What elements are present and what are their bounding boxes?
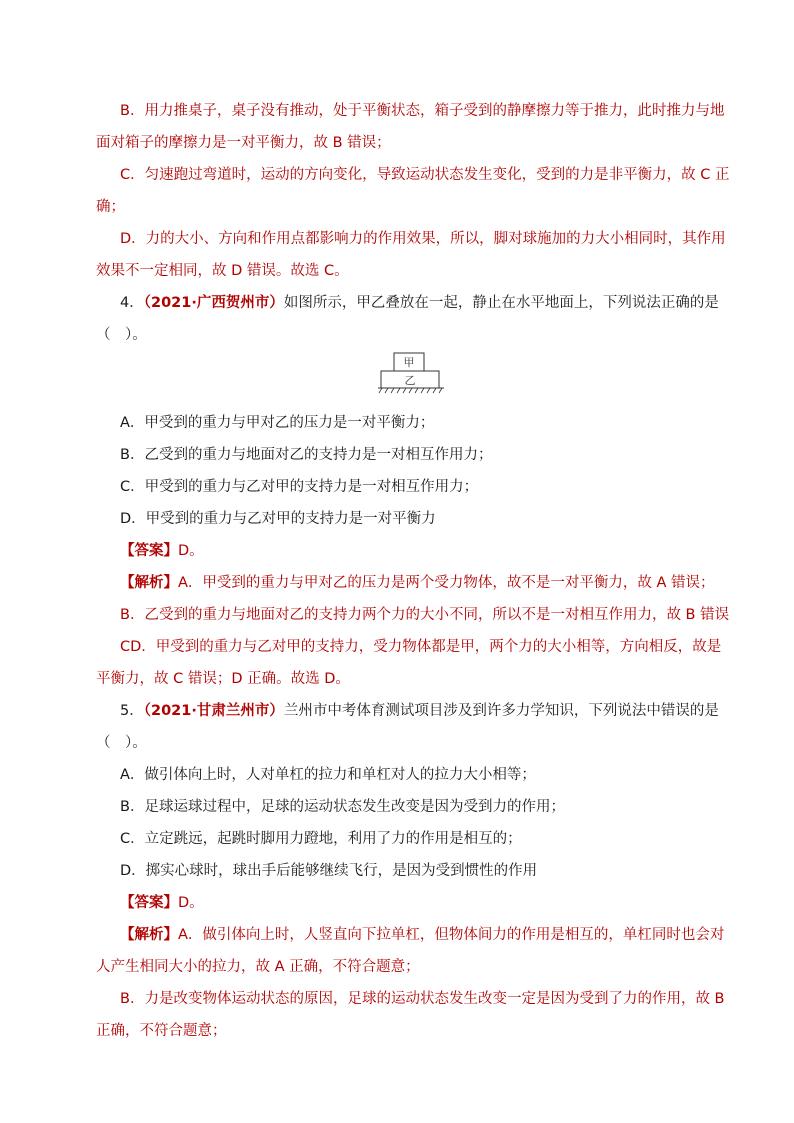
option-d: D．掷实心球时，球出手后能够继续飞行，是因为受到惯性的作用 <box>120 863 538 879</box>
option-c: C．立定跳远，起跳时脚用力蹬地，利用了力的作用是相互的； <box>120 831 522 847</box>
text-line: D．力的大小、方向和作用点都影响力的作用效果，所以，脚对球施加的力大小相同时，其作用 <box>120 231 726 247</box>
question-4-stem <box>120 293 730 313</box>
answer-value: D。 <box>178 543 204 559</box>
explanation-label: 【解析】 <box>120 575 178 591</box>
block-jia-label: 甲 <box>403 356 415 369</box>
text-line: 确； <box>96 199 125 215</box>
question-blank: （ ）。 <box>96 735 147 751</box>
option-a: A．做引体向上时，人对单杠的拉力和单杠对人的拉力大小相等； <box>120 767 536 783</box>
block-yi-label: 乙 <box>404 374 416 387</box>
answer-label: 【答案】 <box>120 543 178 559</box>
ground-hatching <box>379 388 442 393</box>
question-number: 4． <box>120 295 144 311</box>
explanation-line: B．乙受到的重力与地面对乙的支持力两个力的大小不同，所以不是一对相互作用力，故 B 错误 <box>120 607 730 623</box>
answer-label: 【答案】 <box>120 895 178 911</box>
stacked-blocks-figure <box>378 352 444 394</box>
question-blank: （ ）。 <box>96 327 147 343</box>
explanation-line: 人产生相同大小的拉力，故 A 正确，不符合题意； <box>96 959 420 975</box>
text-line: 面对箱子的摩擦力是一对平衡力，故 B 错误； <box>96 135 391 151</box>
text-line: 效果不一定相同，故 D 错误。故选 C。 <box>96 263 349 279</box>
question-text: 兰州市中考体育测试项目涉及到许多力学知识，下列说法中错误的是 <box>283 703 719 719</box>
question-text: 如图所示，甲乙叠放在一起，静止在水平地面上，下列说法正确的是 <box>283 295 719 311</box>
option-b: B．足球运球过程中，足球的运动状态发生改变是因为受到力的作用； <box>120 799 565 815</box>
option-d: D．甲受到的重力与乙对甲的支持力是一对平衡力 <box>120 511 436 527</box>
option-b: B．乙受到的重力与地面对乙的支持力是一对相互作用力； <box>120 447 493 463</box>
option-a: A．甲受到的重力与甲对乙的压力是一对平衡力； <box>120 415 435 431</box>
question-number: 5． <box>120 703 144 719</box>
answer-value: D。 <box>178 895 204 911</box>
answer-line <box>120 893 730 913</box>
explanation-text: A．甲受到的重力与甲对乙的压力是两个受力物体，故不是一对平衡力，故 A 错误； <box>178 575 715 591</box>
question-5-stem <box>120 701 730 721</box>
explanation-text: A．做引体向上时，人竖直向下拉单杠，但物体间力的作用是相互的，单杠同时也会对 <box>178 927 725 943</box>
explanation-line: 正确，不符合题意； <box>96 1023 227 1039</box>
question-source: （2021·甘肃兰州市） <box>143 703 284 719</box>
explanation-line: B．力是改变物体运动状态的原因，足球的运动状态发生改变一定是因为受到了力的作用，故 B <box>120 991 725 1007</box>
explanation-line: 平衡力，故 C 错误；D 正确。故选 D。 <box>96 671 350 687</box>
explanation-line <box>120 925 730 945</box>
text-line: C．匀速跑过弯道时，运动的方向变化，导致运动状态发生变化，受到的力是非平衡力，故 C 正 <box>120 167 730 183</box>
blocks-diagram <box>378 352 444 394</box>
explanation-line <box>120 573 730 593</box>
explanation-label: 【解析】 <box>120 927 178 943</box>
option-c: C．甲受到的重力与乙对甲的支持力是一对相互作用力； <box>120 479 479 495</box>
explanation-line: CD．甲受到的重力与乙对甲的支持力，受力物体都是甲，两个力的大小相等，方向相反，故是 <box>120 639 722 655</box>
text-line: B．用力推桌子，桌子没有推动，处于平衡状态，箱子受到的静摩擦力等于推力，此时推力与地 <box>120 103 725 119</box>
answer-line <box>120 541 730 561</box>
question-source: （2021·广西贺州市） <box>143 295 284 311</box>
